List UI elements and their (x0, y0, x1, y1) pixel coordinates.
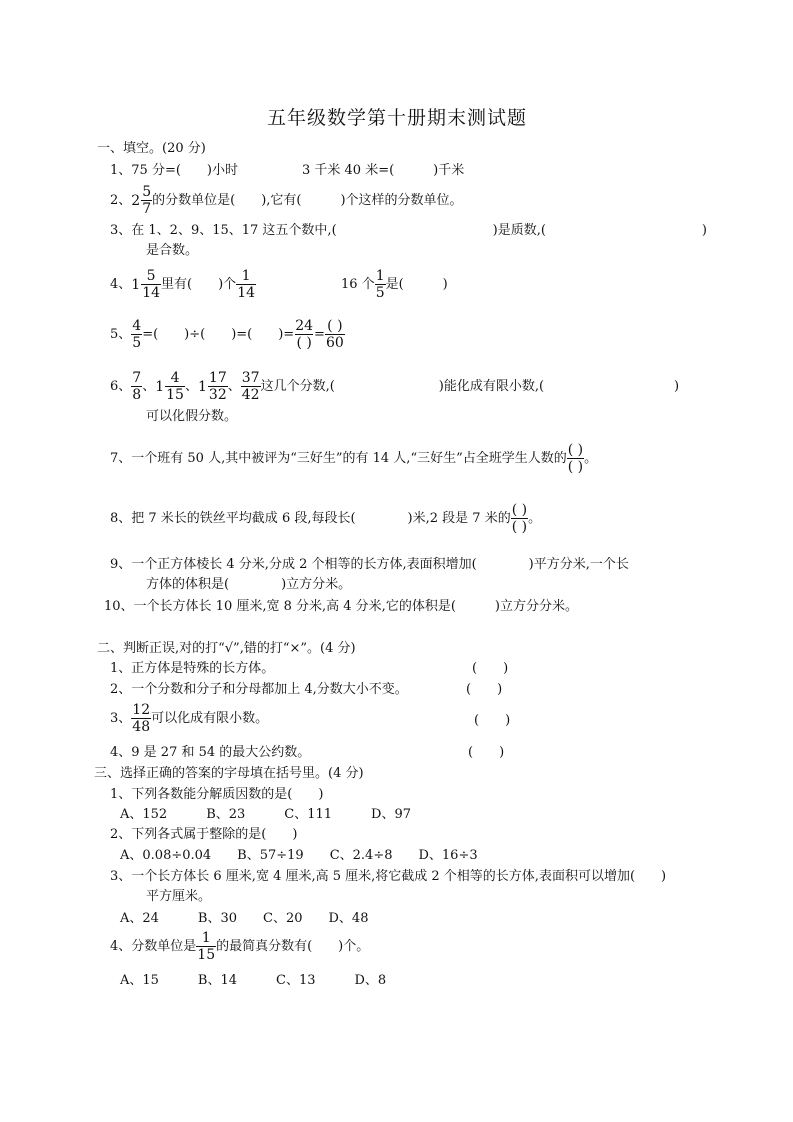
q-text: =( )÷( )=( )= (142, 327, 295, 342)
q-text: 的分数单位是( ),它有( )个这样的分数单位。 (152, 193, 463, 208)
q-text: 是( ) (385, 277, 448, 292)
q1-1a: 1、75 分=( )小时 (110, 163, 238, 178)
q-prefix: 3、 (110, 711, 132, 726)
q1-1b: 3 千米 40 米=( )千米 (302, 163, 465, 178)
q-text: 16 个 (341, 277, 375, 292)
fraction-denominator: ( ) (511, 519, 528, 535)
fraction-whole: 1 (197, 378, 207, 395)
fraction-denominator: 15 (197, 947, 216, 963)
fraction-denominator: 42 (241, 387, 260, 403)
fraction-denominator: 14 (237, 285, 256, 301)
mixed-fraction (131, 268, 161, 301)
fraction-numerator: 1 (375, 268, 385, 284)
q2-2: 2、一个分数和分子和分母都加上 4,分数大小不变。 (110, 682, 408, 697)
q3-1: 1、下列各数能分解质因数的是( ) (110, 787, 324, 802)
fraction-numerator: 17 (208, 370, 227, 386)
fraction-numerator: ( ) (567, 442, 584, 458)
q2-3 (110, 702, 268, 735)
section-3-header: 三、选择正确的答案的字母填在括号里。(4 分) (94, 766, 364, 781)
answer-paren[interactable]: ( ) (472, 661, 509, 676)
fraction-numerator: 5 (146, 268, 156, 284)
fraction-denominator: 7 (142, 201, 152, 217)
fraction-denominator: ( ) (567, 459, 584, 475)
fraction-numerator: 12 (132, 702, 151, 718)
q1-5 (110, 318, 345, 351)
q3-1-options: A、152 B、23 C、111 D、97 (120, 807, 412, 822)
q1-9-line1: 9、一个正方体棱长 4 分米,分成 2 个相等的长方体,表面积增加( )平方分米,一个长 (110, 557, 629, 572)
q-text: 4、分数单位是 (110, 939, 197, 954)
fraction-numerator: ( ) (327, 318, 343, 334)
q-text: 7、一个班有 50 人,其中被评为“三好生”的有 14 人,“三好生”占全班学生人数的 (110, 451, 567, 466)
q3-4 (110, 930, 369, 963)
fraction (131, 370, 142, 403)
q3-3-line1: 3、一个长方体长 6 厘米,宽 4 厘米,高 5 厘米,将它截成 2 个相等的长方体,表面积可以增加( ) (110, 869, 667, 884)
fraction-numerator: 4 (132, 318, 142, 334)
fraction-numerator: 37 (241, 370, 260, 386)
q-text: 。 (528, 511, 542, 526)
q-prefix: 4、 (110, 277, 132, 292)
fraction-whole: 1 (155, 378, 165, 395)
q-text: 里有( )个 (161, 277, 237, 292)
q1-6 (110, 370, 679, 403)
q-text: 的最简真分数有( )个。 (216, 939, 370, 954)
separator: 、 (142, 379, 156, 394)
fraction (141, 184, 152, 217)
fraction (325, 318, 345, 351)
section-2-header: 二、判断正误,对的打“√”,错的打“×”。(4 分) (97, 641, 356, 656)
fraction-denominator: 60 (325, 335, 344, 351)
section-1-header: 一、填空。(20 分) (97, 141, 206, 156)
fraction-denominator: 5 (375, 285, 385, 301)
fraction (294, 318, 314, 351)
answer-paren[interactable]: ( ) (474, 713, 511, 728)
q-prefix: 6、 (110, 379, 132, 394)
q1-7 (110, 442, 597, 475)
mixed-fraction (198, 370, 228, 403)
q2-4: 4、9 是 27 和 54 的最大公约数。 (110, 745, 311, 760)
q-text: 。 (584, 451, 598, 466)
fraction-denominator: 8 (132, 387, 142, 403)
fraction-denominator: 48 (132, 719, 151, 735)
fraction (141, 268, 161, 301)
page-title: 五年级数学第十册期末测试题 (267, 107, 528, 129)
fraction-numerator: 7 (132, 370, 142, 386)
fraction-denominator: 5 (132, 335, 142, 351)
mixed-fraction (155, 370, 185, 403)
q1-8 (110, 502, 541, 535)
q-prefix: 2、 (110, 193, 132, 208)
fraction-numerator: ( ) (511, 502, 528, 518)
q1-10: 10、一个长方体长 10 厘米,宽 8 分米,高 4 分米,它的体积是( )立方分分米。 (104, 599, 578, 614)
fraction (567, 442, 584, 475)
q3-3-options: A、24 B、30 C、20 D、48 (120, 911, 369, 926)
answer-paren[interactable]: ( ) (466, 682, 503, 697)
answer-paren[interactable]: ( ) (468, 745, 505, 760)
q1-4b (341, 268, 448, 301)
fraction-numerator: 24 (295, 318, 314, 334)
fraction-numerator: 1 (241, 268, 251, 284)
q3-2-options: A、0.08÷0.04 B、57÷19 C、2.4÷8 D、16÷3 (120, 848, 478, 863)
fraction-denominator: 32 (208, 387, 227, 403)
q2-1: 1、正方体是特殊的长方体。 (110, 661, 275, 676)
fraction-numerator: 1 (201, 930, 211, 946)
q-prefix: 5、 (110, 327, 132, 342)
q-text: 这几个分数,( )能化成有限小数,( ) (260, 379, 680, 394)
q-text: 8、把 7 米长的铁丝平均截成 6 段,每段长( )米,2 段是 7 米的 (110, 511, 511, 526)
fraction-numerator: 4 (170, 370, 180, 386)
q1-2 (110, 184, 463, 217)
fraction (131, 702, 151, 735)
fraction (196, 930, 216, 963)
fraction (165, 370, 185, 403)
q1-3-line1: 3、在 1、2、9、15、17 这五个数中,( )是质数,( ) (110, 223, 707, 238)
q1-9-line2: 方体的体积是( )立方分米。 (146, 577, 352, 592)
separator: 、 (184, 379, 198, 394)
q1-3-line2: 是合数。 (146, 243, 199, 258)
fraction-whole: 2 (131, 192, 141, 209)
q3-3-line2: 平方厘米。 (146, 889, 212, 904)
fraction (375, 268, 386, 301)
q3-4-options: A、15 B、14 C、13 D、8 (120, 973, 387, 988)
fraction-denominator: 15 (166, 387, 184, 403)
fraction (208, 370, 228, 403)
fraction-whole: 1 (131, 276, 141, 293)
q3-2: 2、下列各式属于整除的是( ) (110, 827, 298, 842)
fraction-denominator: 14 (142, 285, 161, 301)
fraction (241, 370, 261, 403)
q1-6-line2: 可以化假分数。 (146, 409, 238, 424)
fraction (131, 318, 142, 351)
fraction-numerator: 5 (142, 184, 152, 200)
mixed-fraction (131, 184, 152, 217)
q1-4 (110, 268, 256, 301)
equals-sign: = (314, 327, 325, 342)
separator: 、 (227, 379, 241, 394)
q-text: 可以化成有限小数。 (151, 711, 269, 726)
fraction (236, 268, 256, 301)
fraction-denominator: ( ) (296, 335, 312, 351)
fraction (511, 502, 528, 535)
